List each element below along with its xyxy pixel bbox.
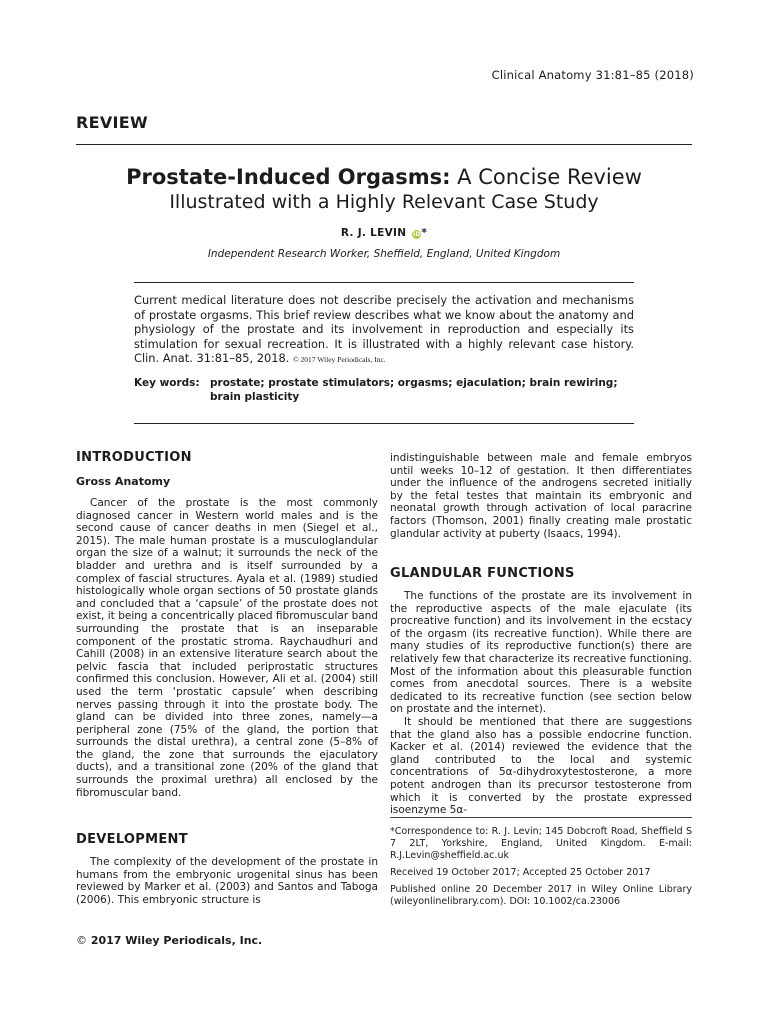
paragraph: The complexity of the development of the prostate in humans from the embryonic urogenital sinus has been reviewed by Marker et al. (2003) and Santos and Taboga (2006). This embryonic structure is — [76, 856, 378, 906]
glandular-heading: GLANDULAR FUNCTIONS — [390, 566, 575, 581]
author-line — [0, 227, 768, 239]
footer-copyright: 2017 Wiley Periodicals, Inc. — [90, 934, 263, 947]
abstract-text: Current medical literature does not describe precisely the activation and mechanisms of prostate orgasms. This brief review describes what we know about the anatomy and physiology of the prostate and its involvement in reproduction and especially its stimulation for sexual recreation. It is illustrated with a highly relevant case history. Clin. Anat. 31:81–85, 2018. — [134, 293, 634, 366]
footnote-rule — [390, 817, 692, 818]
glandular-body — [390, 590, 692, 817]
keywords-label: Key words: — [134, 377, 200, 389]
paragraph: indistinguishable between male and female embryos until weeks 10–12 of gestation. It then differentiates under the influence of the androgens secreted initially by the fetal testes that maintain its embryonic and neonatal growth through activation of local paracrine factors (Thomson, 2001) finally creating male prostatic glandular activity at puberty (Isaacs, 1994). — [390, 452, 692, 540]
abstract-bottom-rule — [134, 423, 634, 424]
gross-anatomy-heading: Gross Anatomy — [76, 475, 171, 488]
author-mark: * — [421, 227, 428, 239]
keywords — [134, 376, 634, 404]
header-divider — [76, 144, 692, 145]
title-bold: Prostate-Induced Orgasms: — [126, 165, 451, 189]
affiliation: Independent Research Worker, Sheffield, England, United Kingdom — [207, 248, 561, 260]
page-footer — [76, 934, 262, 947]
section-label: REVIEW — [76, 113, 148, 132]
orcid-icon[interactable]: iD — [412, 231, 421, 238]
development-body — [76, 856, 378, 906]
development-continued — [390, 452, 692, 540]
development-heading: DEVELOPMENT — [76, 832, 188, 847]
abstract-copyright: © 2017 Wiley Periodicals, Inc. — [292, 355, 386, 365]
keywords-list: prostate; prostate stimulators; orgasms; ejaculation; brain rewiring; brain plasticity — [210, 377, 618, 403]
correspondence-note: *Correspondence to: R. J. Levin; 145 Dobcroft Road, Sheffield S 7 2LT, Yorkshire, England, United Kingdom. E-mail: R.J.Levin@sheffield.ac.uk — [390, 826, 692, 861]
paragraph: It should be mentioned that there are suggestions that the gland also has a possible endocrine function. Kacker et al. (2014) reviewed the evidence that the gland contributed to the local and systemic concentrations of 5α-dihydroxytestosterone, a more potent androgen than its precursor testosterone from which it is converted by the prostate expressed isoenzyme 5α- — [390, 715, 692, 817]
abstract — [134, 293, 634, 368]
article-subtitle: Illustrated with a Highly Relevant Case Study — [169, 191, 599, 213]
paragraph: The functions of the prostate are its involvement in the reproductive aspects of the male ejaculate (its procreative function) and its involvement in the ecstacy of the orgasm (its recreative function). While there are many studies of its reproductive function(s) there are relatively few that characterize its recreative functioning. Most of the information about this pleasurable function comes from anecdotal sources. There is a website dedicated to its recreative function (see section below on prostate and the internet). — [390, 590, 692, 716]
title-rest: A Concise Review — [450, 165, 642, 189]
copyright-symbol: © — [76, 934, 87, 947]
article-title — [0, 164, 768, 190]
footnotes — [390, 826, 692, 908]
abstract-top-rule — [134, 282, 634, 283]
gross-anatomy-body — [76, 497, 378, 799]
journal-citation: Clinical Anatomy 31:81–85 (2018) — [491, 68, 694, 82]
publication-info: Published online 20 December 2017 in Wiley Online Library (wileyonlinelibrary.com). DOI: 10.1002/ca.23006 — [390, 884, 692, 907]
received-dates: Received 19 October 2017; Accepted 25 October 2017 — [390, 867, 651, 878]
author-name: R. J. LEVIN — [340, 227, 407, 239]
intro-heading: INTRODUCTION — [76, 450, 192, 465]
paragraph: Cancer of the prostate is the most commonly diagnosed cancer in Western world males and is the second cause of cancer deaths in men (Siegel et al., 2015). The male human prostate is a musculoglandular organ the size of a walnut; it surrounds the neck of the bladder and urethra and is itself surrounded by a complex of fascial structures. Ayala et al. (1989) studied histologically whole organ sections of 50 prostate glands and concluded that a ‘capsule’ of the prostate does not exist, it being a concentrically placed fibromuscular band surrounding the prostate that is an inseparable component of the prostatic stroma. Raychaudhuri and Cahill (2008) in an extensive literature search about the pelvic fascia that included periprostatic structures confirmed this conclusion. However, Ali et al. (2004) still used the term ‘prostatic capsule’ when describing nerves passing through it into the prostate body. The gland can be divided into three zones, namely—a peripheral zone (75% of the gland, the portion that surrounds the distal urethra), a central zone (5–8% of the gland, the zone that surrounds the ejaculatory ducts), and a transitional zone (20% of the gland that surrounds the proximal urethra) all enclosed by the fibromuscular band. — [76, 497, 378, 799]
